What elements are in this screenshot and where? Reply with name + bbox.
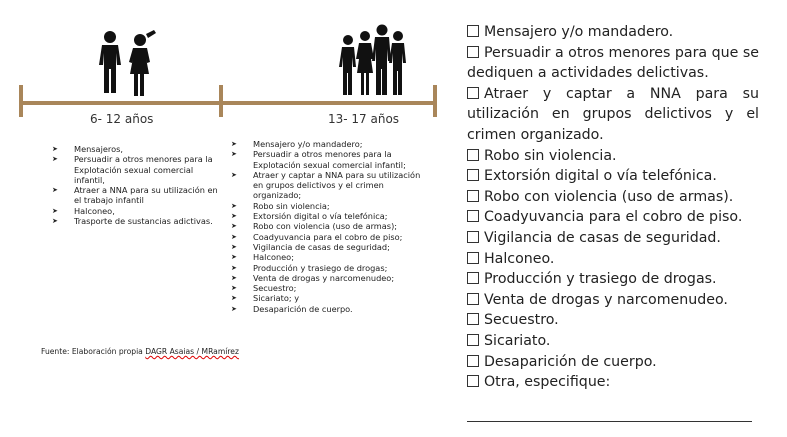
arrow-bullet-icon: ➤ [52,206,58,215]
list-item: ➤ Vigilancia de casas de seguridad; [231,241,390,252]
checklist-item[interactable]: Venta de drogas y narcomenudeo. [467,290,759,311]
list-item: ➤ Atraer y captar a NNA para su utilización en grupos delictivos y el crimen organizado; [231,169,421,201]
list-item: ➤ Trasporte de sustancias adictivas. [52,216,213,227]
checklist-item[interactable]: Mensajero y/o mandadero. [467,22,759,43]
list-item: ➤ Halconeo; [231,252,294,263]
list-item: ➤ Coadyuvancia para el cobro de piso; [231,231,403,242]
checkbox[interactable] [467,190,479,202]
checklist-item[interactable]: Extorsión digital o vía telefónica. [467,166,759,187]
checkbox[interactable] [467,149,479,161]
checklist-item[interactable]: Robo con violencia (uso de armas). [467,187,759,208]
specify-other-blank-line[interactable] [467,421,752,422]
arrow-bullet-icon: ➤ [231,140,237,148]
arrow-bullet-icon: ➤ [231,232,237,241]
activities-list-6-12 [52,144,222,226]
checkbox[interactable] [467,355,479,367]
arrow-bullet-icon: ➤ [52,186,58,195]
checklist-item[interactable]: Producción y trasiego de drogas. [467,269,759,290]
activities-list-13-17 [231,139,433,314]
children-silhouette-icon [96,28,160,98]
checkbox[interactable] [467,313,479,325]
arrow-bullet-icon: ➤ [231,222,237,231]
list-item: ➤ Halconeo, [52,205,115,216]
source-prefix: Fuente: Elaboración propia [41,347,143,356]
list-item: ➤ Persuadir a otros menores para la Explotación sexual comercial infantil; [231,149,406,170]
timeline-tick-end [433,85,437,117]
checkbox[interactable] [467,169,479,181]
arrow-bullet-icon: ➤ [231,304,237,313]
arrow-bullet-icon: ➤ [231,253,237,262]
checkbox[interactable] [467,87,479,99]
checklist-item[interactable]: Coadyuvancia para el cobro de piso. [467,207,759,228]
checkbox[interactable] [467,375,479,387]
arrow-bullet-icon: ➤ [231,212,237,221]
checkbox[interactable] [467,293,479,305]
arrow-bullet-icon: ➤ [52,217,58,226]
list-item: ➤ Persuadir a otros menores para la Explotación sexual comercial infantil, [52,154,213,185]
checkbox[interactable] [467,334,479,346]
list-item: ➤ Secuestro; [231,283,297,294]
source-authors: DAGR Asaias / MRamírez [145,347,239,356]
checkbox[interactable] [467,231,479,243]
list-item: ➤ Extorsión digital o vía telefónica; [231,211,388,222]
arrow-bullet-icon: ➤ [231,170,237,179]
list-item: ➤ Producción y trasiego de drogas; [231,262,388,273]
checklist-item[interactable]: Secuestro. [467,310,759,331]
list-item: ➤ Robo con violencia (uso de armas); [231,221,398,232]
arrow-bullet-icon: ➤ [231,242,237,251]
activities-checklist [467,22,759,393]
list-item: ➤ Sicariato; y [231,293,300,304]
arrow-bullet-icon: ➤ [231,273,237,282]
checklist-item[interactable]: Persuadir a otros menores para que se dediquen a actividades delictivas. [467,44,759,82]
arrow-bullet-icon: ➤ [231,294,237,303]
checklist-item[interactable]: Atraer y captar a NNA para su utilización en grupos delictivos y el crimen organizado. [467,85,759,143]
source-note [41,347,239,356]
timeline-axis [20,101,436,105]
checklist-item[interactable]: Desaparición de cuerpo. [467,352,759,373]
age-label-6-12: 6- 12 años [90,112,154,126]
checkbox[interactable] [467,46,479,58]
list-item: ➤ Mensajeros, [52,144,123,154]
checkbox[interactable] [467,210,479,222]
adolescents-silhouette-icon [338,24,408,98]
checklist-item[interactable]: Otra, especifique: [467,372,759,393]
arrow-bullet-icon: ➤ [52,145,58,153]
checkbox[interactable] [467,272,479,284]
checkbox[interactable] [467,25,479,37]
checklist-item[interactable]: Sicariato. [467,331,759,352]
arrow-bullet-icon: ➤ [231,284,237,293]
timeline-tick-middle [219,85,223,117]
list-item: ➤ Desaparición de cuerpo. [231,303,353,314]
arrow-bullet-icon: ➤ [231,150,237,159]
list-item: ➤ Robo sin violencia; [231,200,330,211]
arrow-bullet-icon: ➤ [231,263,237,272]
checkbox[interactable] [467,252,479,264]
list-item: ➤ Mensajero y/o mandadero; [231,139,363,149]
arrow-bullet-icon: ➤ [52,155,58,164]
checklist-item[interactable]: Robo sin violencia. [467,146,759,167]
list-item: ➤ Atraer a NNA para su utilización en el trabajo infantil [52,185,218,206]
checklist-item[interactable]: Vigilancia de casas de seguridad. [467,228,759,249]
arrow-bullet-icon: ➤ [231,201,237,210]
checklist-item[interactable]: Halconeo. [467,249,759,270]
timeline-tick-start [19,85,23,117]
list-item: ➤ Venta de drogas y narcomenudeo; [231,272,395,283]
age-label-13-17: 13- 17 años [328,112,400,126]
